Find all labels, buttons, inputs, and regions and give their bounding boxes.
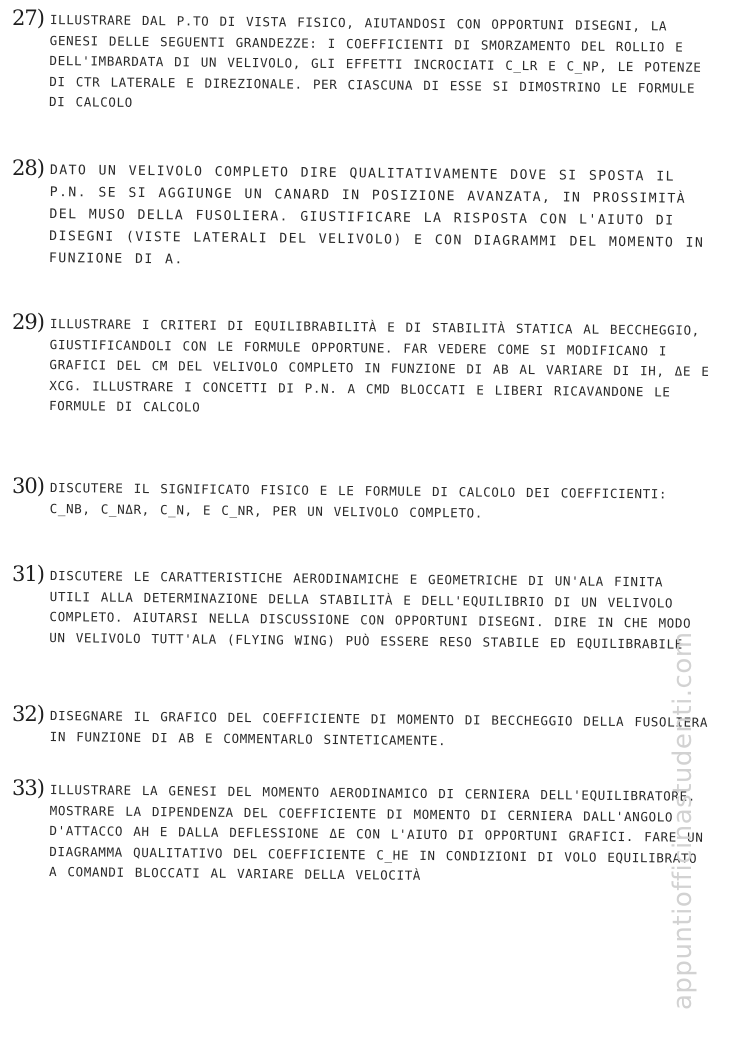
question-text: DISCUTERE LE CARATTERISTICHE AERODINAMICHE E GEOMETRICHE DI UN'ALA FINITA UTILI ALLA DETERMINAZIONE DELLA STABILITÀ E DELL'EQUILIBRIO DI UN VELIVOLO COMPLETO. AIUTARSI NELLA DISCUSSIONE CON OPPORTUNI DISEGNI. DIRE IN CHE MODO UN VELIVOLO TUTT'ALA (FLYING WING) PUÒ ESSERE RESO STABILE ED EQUILIBRABILE [49, 567, 692, 652]
question-number: 27) [12, 6, 44, 30]
question-number: 32) [12, 702, 44, 726]
question-text: ILLUSTRARE I CRITERI DI EQUILIBRABILITÀ E DI STABILITÀ STATICA AL BECCHEGGIO, GIUSTIFICANDOLI CON LE FORMULE OPPORTUNE. FAR VEDERE COME SI MODIFICANO I GRAFICI DEL CM DEL VELIVOLO COMPLETO IN FUNZIONE DI ΑB AL VARIARE DI IH, ΔE E XCG. ILLUSTRARE I CONCETTI DI P.N. A CMD BLOCCATI E LIBERI RICAVANDONE LE FORMULE DI CALCOLO [48, 315, 710, 415]
question-28 [12, 156, 712, 270]
question-31 [12, 562, 712, 652]
question-number: 33) [12, 776, 44, 800]
question-text: DISEGNARE IL GRAFICO DEL COEFFICIENTE DI MOMENTO DI BECCHEGGIO DELLA FUSOLIERA IN FUNZIONE DI ΑB E COMMENTARLO SINTETICAMENTE. [49, 707, 709, 748]
question-text: ILLUSTRARE LA GENESI DEL MOMENTO AERODINAMICO DI CERNIERA DELL'EQUILIBRATORE. MOSTRARE LA DIPENDENZA DEL COEFFICIENTE DI MOMENTO DI CERNIERA DALL'ANGOLO D'ATTACCO ΑH E DALLA DEFLESSIONE ΔE CON L'AIUTO DI OPPORTUNI GRAFICI. FARE UN DIAGRAMMA QUALITATIVO DEL COEFFICIENTE C_HE IN CONDIZIONI DI VOLO EQUILIBRATO A COMANDI BLOCCATI AL VARIARE DELLA VELOCITÀ [48, 781, 704, 883]
question-30 [12, 474, 712, 521]
watermark: appuntiofficinastudenti.com [668, 631, 698, 1010]
question-27 [12, 6, 712, 113]
question-text: DISCUTERE IL SIGNIFICATO FISICO E LE FORMULE DI CALCOLO DEI COEFFICIENTI: C_NB, C_NΔR, C_N, E C_NR, PER UN VELIVOLO COMPLETO. [49, 479, 668, 521]
question-33 [12, 776, 712, 883]
question-29 [12, 310, 712, 417]
question-number: 30) [12, 474, 44, 498]
question-text: DATO UN VELIVOLO COMPLETO DIRE QUALITATIVAMENTE DOVE SI SPOSTA IL P.N. SE SI AGGIUNGE UN CANARD IN POSIZIONE AVANZATA, IN PROSSIMITÀ DEL MUSO DELLA FUSOLIERA. GIUSTIFICARE LA RISPOSTA CON L'AIUTO DI DISEGNI (VISTE LATERALI DEL VELIVOLO) E CON DIAGRAMMI DEL MOMENTO IN FUNZIONE DI Α. [48, 162, 705, 268]
question-number: 31) [12, 562, 44, 586]
question-text: ILLUSTRARE DAL P.TO DI VISTA FISICO, AIUTANDOSI CON OPPORTUNI DISEGNI, LA GENESI DELLE SEGUENTI GRANDEZZE: I COEFFICIENTI DI SMORZAMENTO DEL ROLLIO E DELL'IMBARDATA DI UN VELIVOLO, GLI EFFETTI INCROCIATI C_LR E C_NP, LE POTENZE DI CTR LATERALE E DIREZIONALE. PER CIASCUNA DI ESSE SI DIMOSTRINO LE FORMULE DI CALCOLO [48, 11, 702, 110]
question-number: 29) [12, 310, 44, 334]
question-32 [12, 702, 712, 748]
question-number: 28) [12, 156, 44, 180]
